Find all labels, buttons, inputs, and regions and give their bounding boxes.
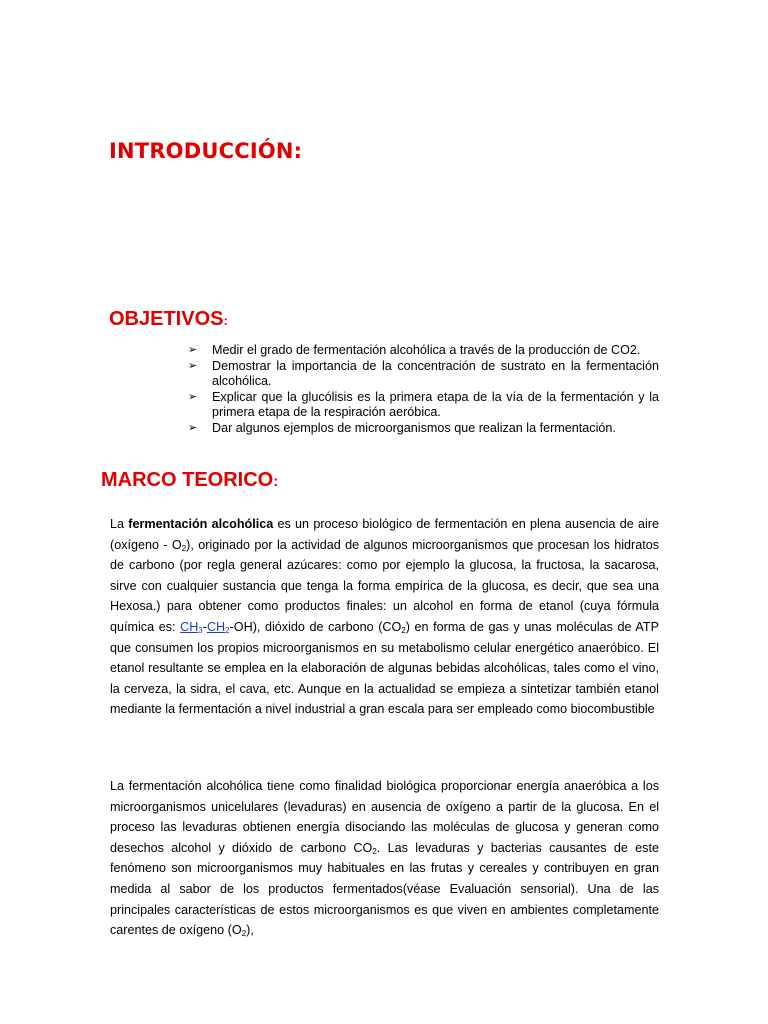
objetivo-item (188, 421, 659, 437)
objetivo-text: Demostrar la importancia de la concentración de sustrato en la fermentación alcohólica. (212, 358, 659, 388)
introduccion-heading: INTRODUCCIÓN: (109, 139, 303, 163)
fermentacion-alcoholica-term: fermentación alcohólica (128, 517, 274, 531)
paragraph-text: La (110, 517, 129, 531)
paragraph-text: La fermentación alcohólica tiene como finalidad biológica proporcionar energía anaeróbica a los microorganismos unicelulares (levaduras) en ausencia de oxígeno a partir de la glucosa. En el proceso las levaduras obtienen energía disociando las moléculas de glucosa y generan como desechos alcohol y dióxido de carbono CO (110, 779, 659, 855)
arrow-bullet-icon: ➢ (188, 390, 198, 403)
objetivo-text: Dar algunos ejemplos de microorganismos que realizan la fermentación. (212, 420, 616, 435)
marco-teorico-heading (101, 469, 278, 492)
marco-teorico-heading-colon: : (273, 473, 279, 490)
arrow-bullet-icon: ➢ (188, 421, 198, 434)
link-text[interactable]: CH (206, 619, 226, 634)
subscript: 2 (401, 625, 406, 635)
subscript[interactable]: 3 (198, 625, 203, 635)
objetivo-item (188, 390, 659, 421)
ch2-link[interactable] (207, 620, 230, 634)
objetivo-item (188, 343, 659, 359)
objetivos-list (188, 343, 659, 436)
marco-teorico-paragraph-2 (110, 776, 659, 941)
paragraph-text: . Las levaduras y bacterias causantes de este fenómeno son microorganismos muy habituales en las frutas y cereales y contribuyen en gran medida al sabor de los productos fermentados(véase Evaluación sensorial). Una de las principales características de estos microorganismos es que viven en ambientes completamente carentes de oxígeno (O (110, 840, 659, 938)
objetivos-heading (109, 308, 228, 331)
subscript: 2 (241, 929, 247, 939)
arrow-bullet-icon: ➢ (188, 344, 198, 356)
paragraph-text: - (202, 619, 207, 634)
link-text[interactable]: CH (180, 619, 199, 634)
objetivo-text: Explicar que la glucólisis es la primera etapa de la vía de la fermentación y la primera etapa de la respiración aeróbica. (212, 389, 659, 419)
objetivos-heading-colon: : (223, 313, 228, 328)
subscript: 2 (372, 846, 377, 856)
objetivos-heading-text: OBJETIVOS (109, 308, 224, 330)
objetivo-text: Medir el grado de fermentación alcohólica a través de la producción de CO2. (212, 343, 641, 357)
paragraph-text: ), originado por la actividad de algunos microorganismos que procesan los hidratos de carbono (por regla general azúcares: como por ejemplo la glucosa, la fructosa, la sacarosa, sirve con cualquier sustancia que tenga la forma empírica de la glucosa, es decir, que sea una Hexosa.) para obtener como productos finales: un alcohol en forma de etanol (cuya fórmula química es: (110, 537, 660, 634)
paragraph-text: -OH), dióxido de carbono (CO (229, 619, 402, 634)
ch3-link[interactable] (180, 620, 203, 634)
subscript[interactable]: 2 (225, 625, 230, 635)
objetivo-item (188, 359, 659, 390)
marco-teorico-heading-text: MARCO TEORICO (101, 469, 274, 491)
marco-teorico-paragraph-1 (110, 514, 659, 720)
paragraph-text: ) en forma de gas y unas moléculas de ATP que consumen los propios microorganismos en su metabolismo celular energético anaeróbico. El etanol resultante se emplea en la elaboración de algunas bebidas alcohólicas, tales como el vino, la cerveza, la sidra, el cava, etc. Aunque en la actualidad se empieza a sintetizar también etanol mediante la fermentación a nivel industrial a gran escala para ser empleado como biocombustible (110, 619, 659, 717)
paragraph-text: ), (246, 923, 254, 938)
subscript: 2 (181, 543, 187, 553)
paragraph-text: es un proceso biológico de fermentación en plena ausencia de aire (oxígeno - O (110, 517, 659, 552)
arrow-bullet-icon: ➢ (188, 359, 198, 372)
